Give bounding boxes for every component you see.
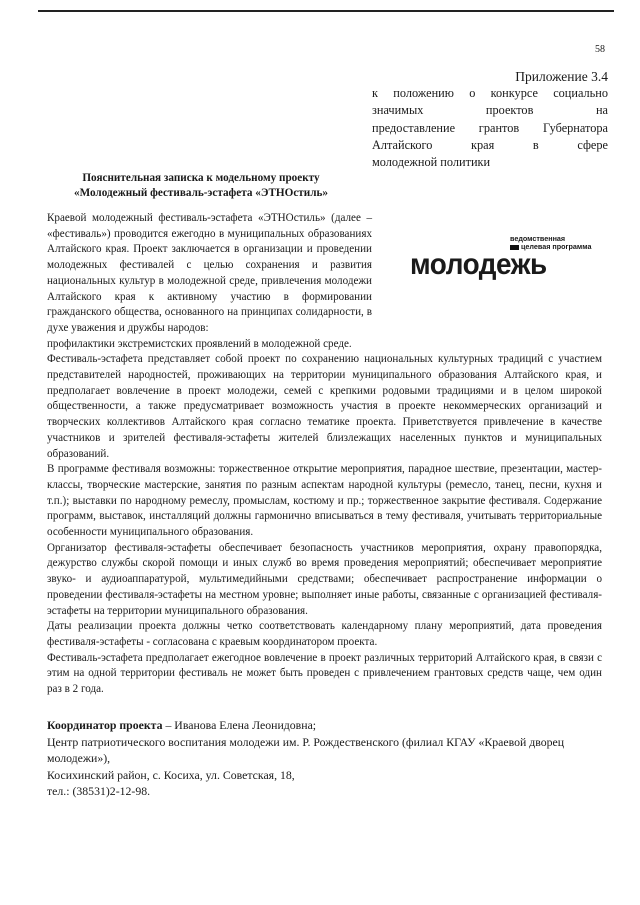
coordinator-label: Координатор проекта	[47, 718, 163, 732]
logo-wordmark: молодежь	[410, 248, 547, 281]
body-paragraph: В программе фестиваля возможны: торжественное открытие мероприятия, парадное шествие, презентации, мастер-классы, творческие мастерские, занятия по разным аспектам народной культуры (ремесло, танец, песни, кухня и т.п.); выставки по народному ремеслу, промыслам, костюму и пр.; торжественное закрытие фестиваля. Содержание программ, выставок, инсталляций должны гармонично вписываться в тему фестиваля, учитывать территориальные особенности муниципального образования.	[47, 463, 602, 539]
coordinator-block	[47, 717, 607, 800]
body-paragraph: Даты реализации проекта должны четко соответствовать календарному плану мероприятий, дата проведения фестиваля-эстафеты - согласована с краевым координатором проекта.	[47, 620, 602, 648]
appendix-line: значимых проектов на	[372, 103, 608, 118]
body-paragraph: Фестиваль-эстафета предполагает ежегодное вовлечение в проект различных территорий Алтайского края, в связи с этим на одной территории фестиваль не может быть проведен с привлечением грантовых средств чаще, чем один раз в 2 года.	[47, 651, 602, 696]
coordinator-org: Центр патриотического воспитания молодежи им. Р. Рождественского (филиал КГАУ «Краевой дворец молодежи»),	[47, 734, 565, 765]
coordinator-name: – Иванова Елена Леонидовна;	[162, 718, 317, 732]
document-heading	[60, 171, 342, 200]
heading-line-1: Пояснительная записка к модельному проекту	[82, 172, 320, 184]
appendix-line: предоставление грантов Губернатора	[372, 120, 608, 135]
appendix-line: Алтайского края в сфере	[372, 137, 608, 152]
heading-line-2: «Молодежный фестиваль-эстафета «ЭТНОстиль»	[73, 186, 329, 199]
intro-tail: профилактики экстремистских проявлений в молодежной среде.	[47, 337, 352, 350]
appendix-line: молодежной политики	[372, 155, 491, 170]
top-rule	[38, 10, 614, 12]
logo-caption-line-1: ведомственная	[510, 234, 566, 243]
coordinator-line	[47, 717, 607, 734]
coordinator-phone: тел.: (38531)2-12-98.	[47, 784, 151, 798]
document-body	[47, 211, 602, 698]
body-paragraph: Организатор фестиваля-эстафеты обеспечивает безопасность участников мероприятия, охрану правопорядка, дежурство службы скорой помощи и иных служб во время проведения мероприятий; обеспечивает мероприятие звуко- и аудиоаппаратурой, мультимедийными средствами; обеспечивает распространение информации о проведении фестиваля-эстафеты на местном уровне; выполняет иные работы, связанные с организацией фестиваля-эстафеты на территории муниципального образования.	[47, 541, 602, 617]
logo-caption-line-2: целевая программа	[521, 242, 592, 251]
page-number: 58	[595, 44, 605, 55]
body-paragraph: Фестиваль-эстафета представляет собой проект по сохранению национальных культурных традиций с участием представителей народностей, проживающих на территории муниципального образования Алтайского края, и предполагает вовлечение в проект молодежи, семей с крепкими родовыми традициями и в целом широкой общественности, а также предусматривает возможность участия в проекте некоммерческих организаций и творческих коллективов Алтайского края согласно тематике проекта. Приветствуется привлечение в качестве участников и зрителей фестиваля-эстафеты жителей близлежащих населенных пунктов и муниципальных образований.	[47, 353, 602, 460]
coordinator-address: Косихинский район, с. Косиха, ул. Советская, 18,	[47, 767, 295, 782]
appendix-block	[372, 68, 608, 171]
appendix-title: Приложение 3.4	[515, 69, 608, 84]
intro-paragraph: Краевой молодежный фестиваль-эстафета «ЭТНОстиль» (далее – «фестиваль») проводится ежегодно в муниципальных образованиях Алтайского края. Проект заключается в организации и проведении молодежных фестивалей с целью сохранения и развития национальных культур в молодежной среде, привлечения молодежи Алтайского края к активному участию в формировании гражданского общества, основанного на принципах солидарности, в духе уважения и дружбы народов:	[47, 212, 372, 334]
appendix-line: к положению о конкурсе социально	[372, 86, 608, 101]
